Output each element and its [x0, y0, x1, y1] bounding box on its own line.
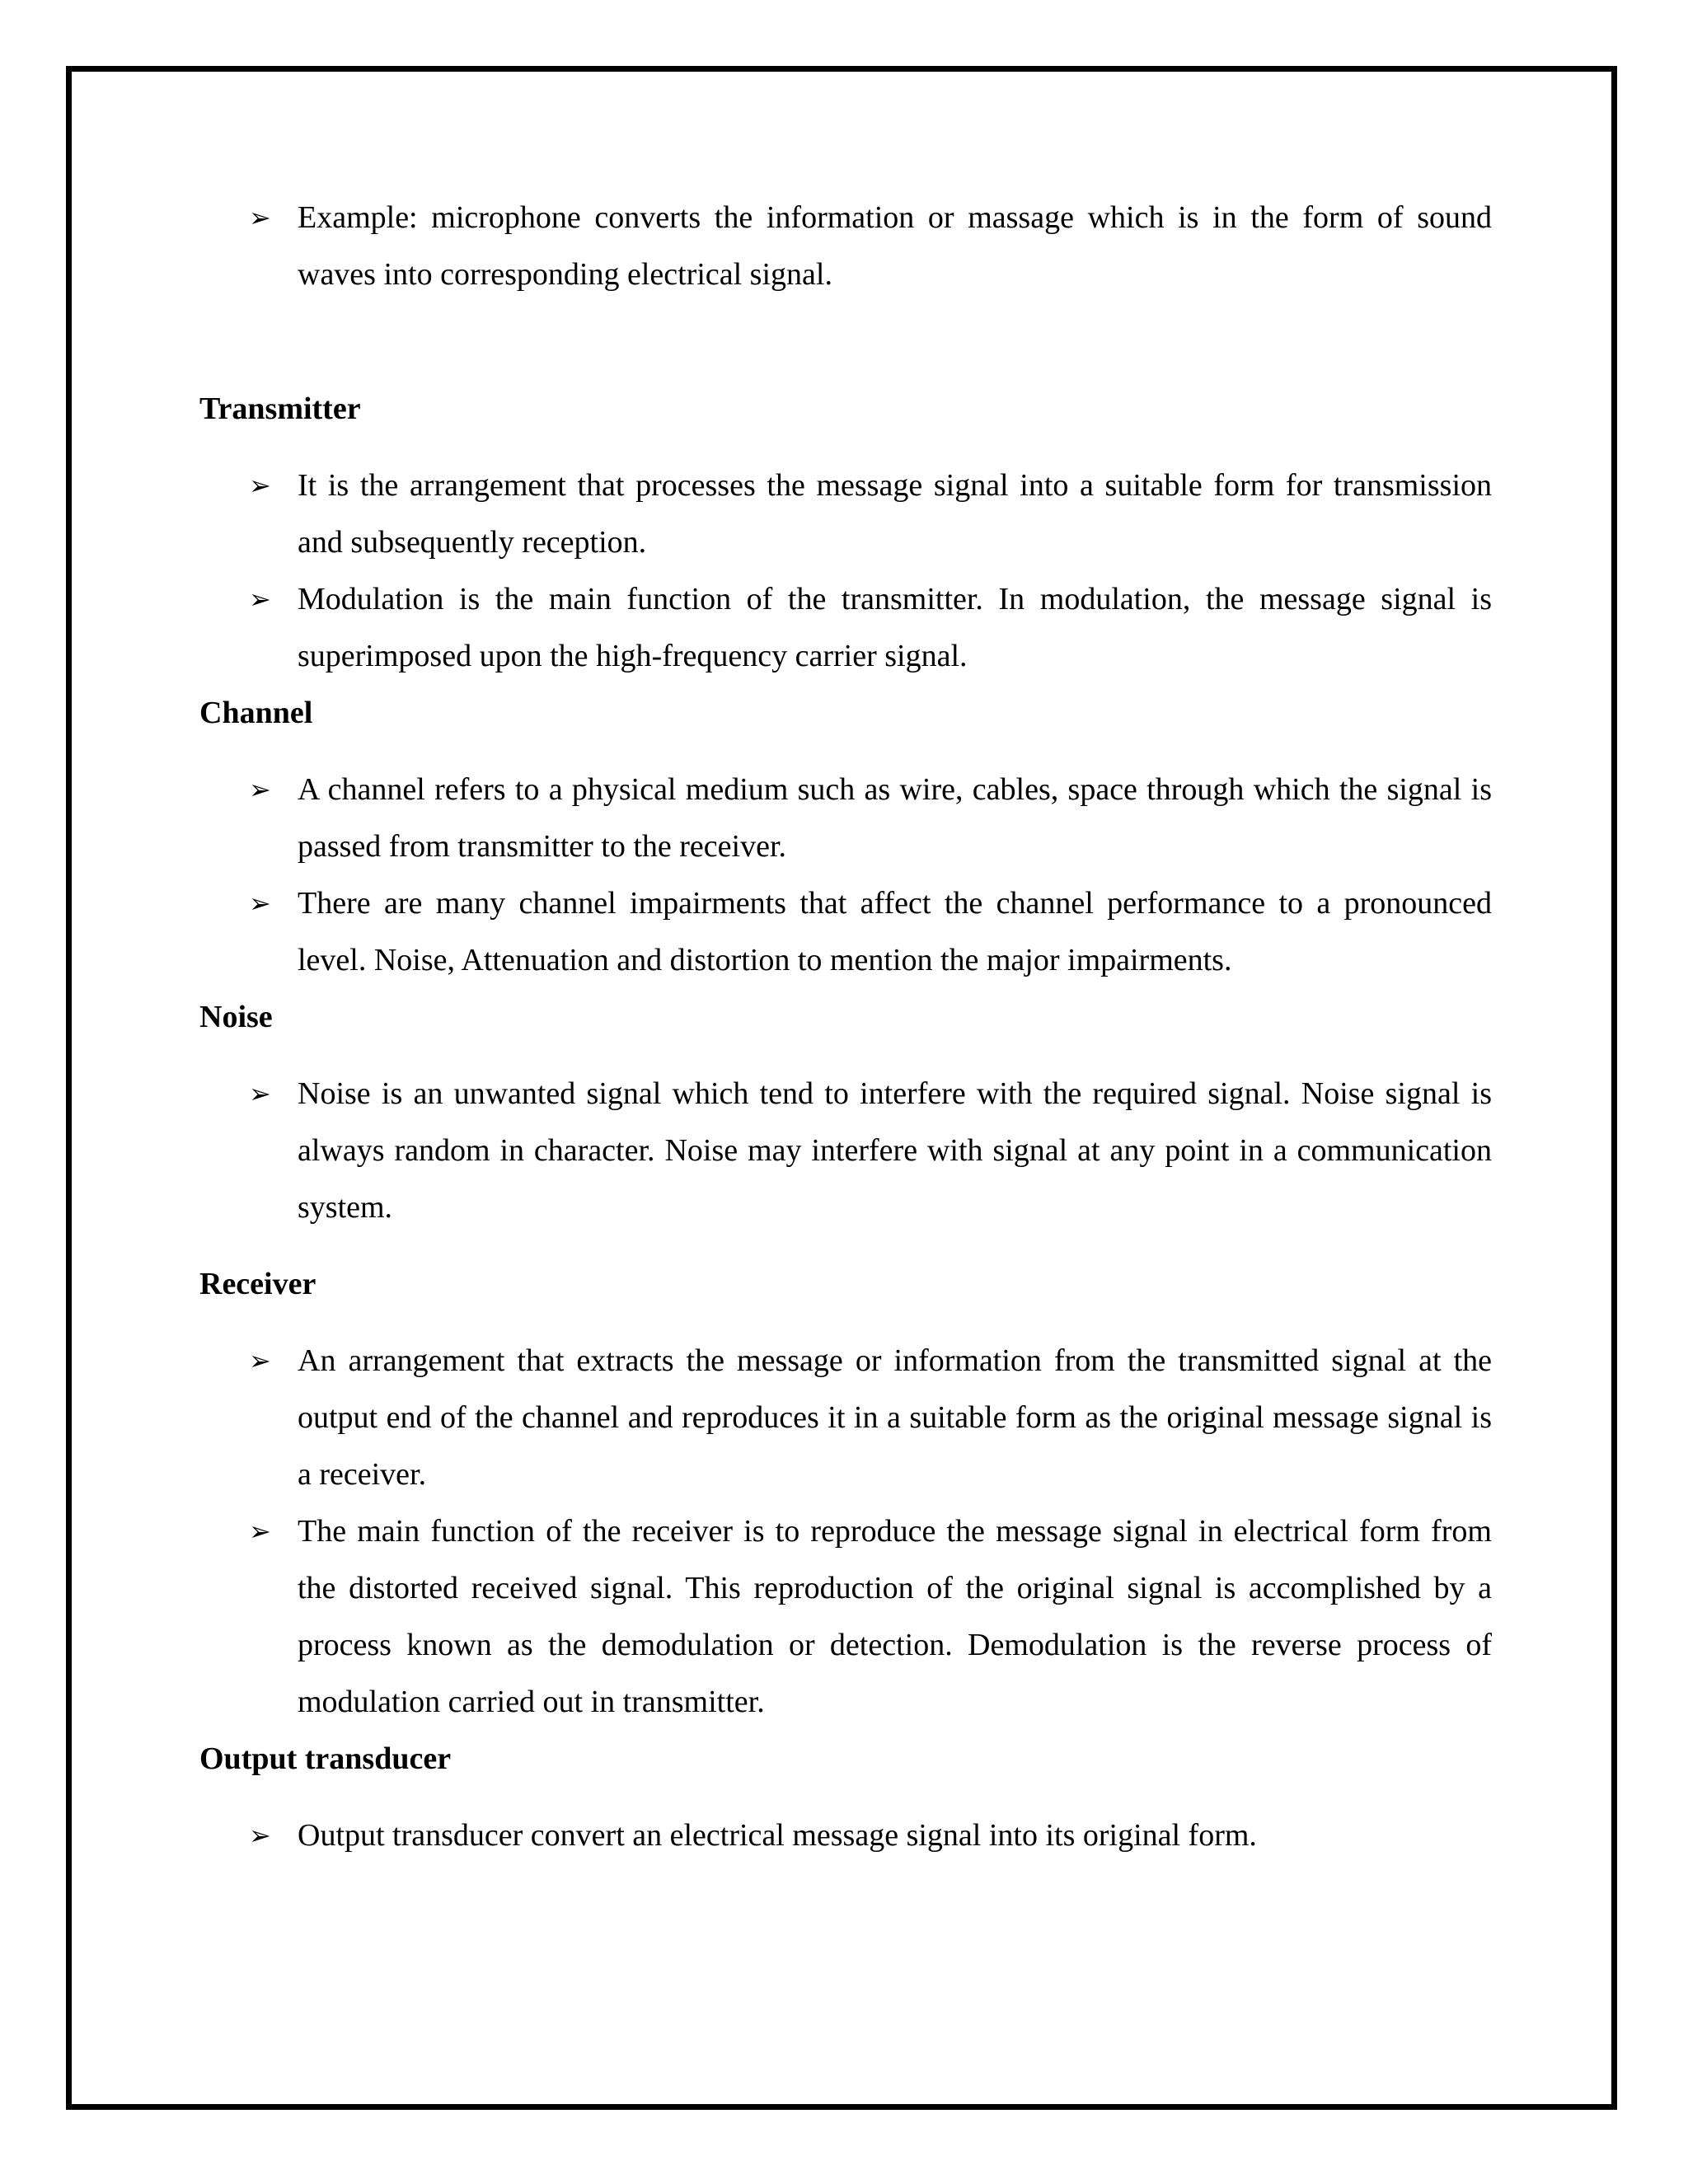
arrow-bullet-icon: ➢	[249, 774, 271, 805]
arrow-bullet-icon: ➢	[249, 888, 271, 919]
bullet-text: A channel refers to a physical medium such as wire, cables, space through which the signal is passed from transmitter to the receiver.	[298, 772, 1492, 864]
bullet-text: There are many channel impairments that affect the channel performance to a pronounced level. Noise, Attenuation and distortion to mention the major impairments.	[298, 886, 1492, 977]
list-item	[199, 875, 1492, 989]
arrow-bullet-icon: ➢	[249, 1516, 271, 1547]
heading-noise: Noise	[199, 1000, 273, 1034]
list-item	[199, 571, 1492, 685]
arrow-bullet-icon: ➢	[249, 1820, 271, 1851]
arrow-bullet-icon: ➢	[249, 1345, 271, 1376]
intro-bullet-list	[199, 190, 1492, 303]
arrow-bullet-icon: ➢	[249, 1078, 271, 1109]
bullet-text: The main function of the receiver is to reproduce the message signal in electrical form from the distorted received signal. This reproduction of the original signal is accomplished by a process known as the demodulation or detection. Demodulation is the reverse process of modulation carried out in transmitter.	[298, 1514, 1492, 1719]
receiver-bullet-list	[199, 1333, 1492, 1731]
bullet-text: Modulation is the main function of the transmitter. In modulation, the message signal is superimposed upon the high-frequency carrier signal.	[298, 582, 1492, 673]
bullet-text: Noise is an unwanted signal which tend to interfere with the required signal. Noise signal is always random in character. Noise may interfere with signal at any point in a communication system.	[298, 1076, 1492, 1225]
arrow-bullet-icon: ➢	[249, 470, 271, 501]
channel-bullet-list	[199, 762, 1492, 989]
arrow-bullet-icon: ➢	[249, 202, 271, 233]
arrow-bullet-icon: ➢	[249, 583, 271, 615]
heading-receiver: Receiver	[199, 1267, 316, 1301]
heading-transmitter: Transmitter	[199, 391, 361, 426]
bullet-text: It is the arrangement that processes the message signal into a suitable form for transmission and subsequently reception.	[298, 468, 1492, 560]
noise-bullet-list	[199, 1066, 1492, 1236]
heading-channel: Channel	[199, 696, 313, 730]
bullet-text: Example: microphone converts the information or massage which is in the form of sound waves into corresponding electrical signal.	[298, 200, 1492, 292]
list-item	[199, 190, 1492, 303]
list-item	[199, 1333, 1492, 1503]
document-body	[199, 190, 1492, 1864]
transmitter-bullet-list	[199, 457, 1492, 685]
output-transducer-bullet-list	[199, 1807, 1492, 1864]
list-item	[199, 1066, 1492, 1236]
list-item	[199, 1503, 1492, 1731]
list-item	[199, 762, 1492, 875]
heading-output-transducer: Output transducer	[199, 1741, 452, 1776]
list-item	[199, 457, 1492, 571]
bullet-text: An arrangement that extracts the message or information from the transmitted signal at the output end of the channel and reproduces it in a suitable form as the original message signal is a receiver.	[298, 1343, 1492, 1492]
list-item	[199, 1807, 1492, 1864]
bullet-text: Output transducer convert an electrical message signal into its original form.	[298, 1818, 1257, 1853]
